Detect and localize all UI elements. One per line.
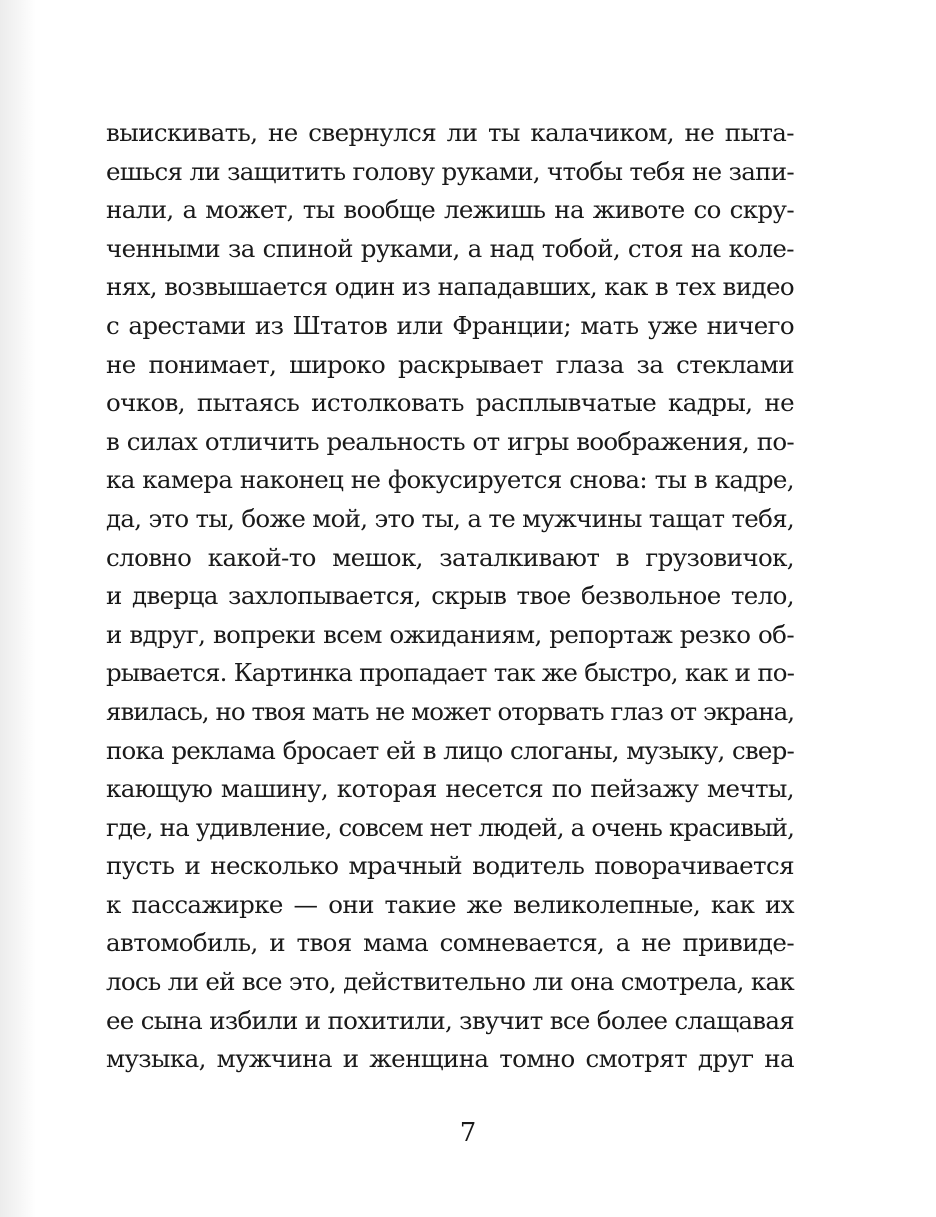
text-line: нали, а может, ты вообще лежишь на животе со скру- xyxy=(106,195,794,225)
text-line: музыка, мужчина и женщина томно смотрят друг на xyxy=(106,1044,794,1074)
body-text xyxy=(106,114,794,1079)
text-line: пока реклама бросает ей в лицо слоганы, музыку, свер- xyxy=(106,735,794,765)
text-line: да, это ты, боже мой, это ты, а те мужчины тащат тебя, xyxy=(106,503,794,533)
text-line: очков, пытаясь истолковать расплывчатые кадры, не xyxy=(106,388,794,418)
text-line: не понимает, широко раскрывает глаза за стеклами xyxy=(106,349,794,379)
text-line: и дверца захлопывается, скрыв твое безвольное тело, xyxy=(106,581,794,611)
text-line: к пассажирке — они такие же великолепные, как их xyxy=(106,889,794,919)
text-line: пусть и несколько мрачный водитель поворачивается xyxy=(106,851,794,881)
text-line: явилась, но твоя мать не может оторвать глаз от экрана, xyxy=(106,696,794,726)
text-line: ешься ли защитить голову руками, чтобы тебя не запи- xyxy=(106,156,794,186)
text-line: рывается. Картинка пропадает так же быстро, как и по- xyxy=(106,658,794,688)
text-line: лось ли ей все это, действительно ли она смотрела, как xyxy=(106,967,794,997)
text-line: где, на удивление, совсем нет людей, а очень красивый, xyxy=(106,812,794,842)
text-line: словно какой-то мешок, заталкивают в грузовичок, xyxy=(106,542,794,572)
text-line: в силах отличить реальность от игры воображения, по- xyxy=(106,426,794,456)
text-line: ченными за спиной руками, а над тобой, стоя на коле- xyxy=(106,233,794,263)
text-line: с арестами из Штатов или Франции; мать уже ничего xyxy=(106,310,794,340)
text-line: автомобиль, и твоя мама сомневается, а не привиде- xyxy=(106,928,794,958)
text-line: и вдруг, вопреки всем ожиданиям, репортаж резко об- xyxy=(106,619,794,649)
text-line: ее сына избили и похитили, звучит все более слащавая xyxy=(106,1005,794,1035)
text-line: нях, возвышается один из нападавших, как в тех видео xyxy=(106,272,794,302)
text-line: ка камера наконец не фокусируется снова: ты в кадре, xyxy=(106,465,794,495)
text-line: выискивать, не свернулся ли ты калачиком, не пыта- xyxy=(106,118,794,147)
page-number: 7 xyxy=(459,1118,477,1148)
text-line: кающую машину, которая несется по пейзажу мечты, xyxy=(106,774,794,804)
